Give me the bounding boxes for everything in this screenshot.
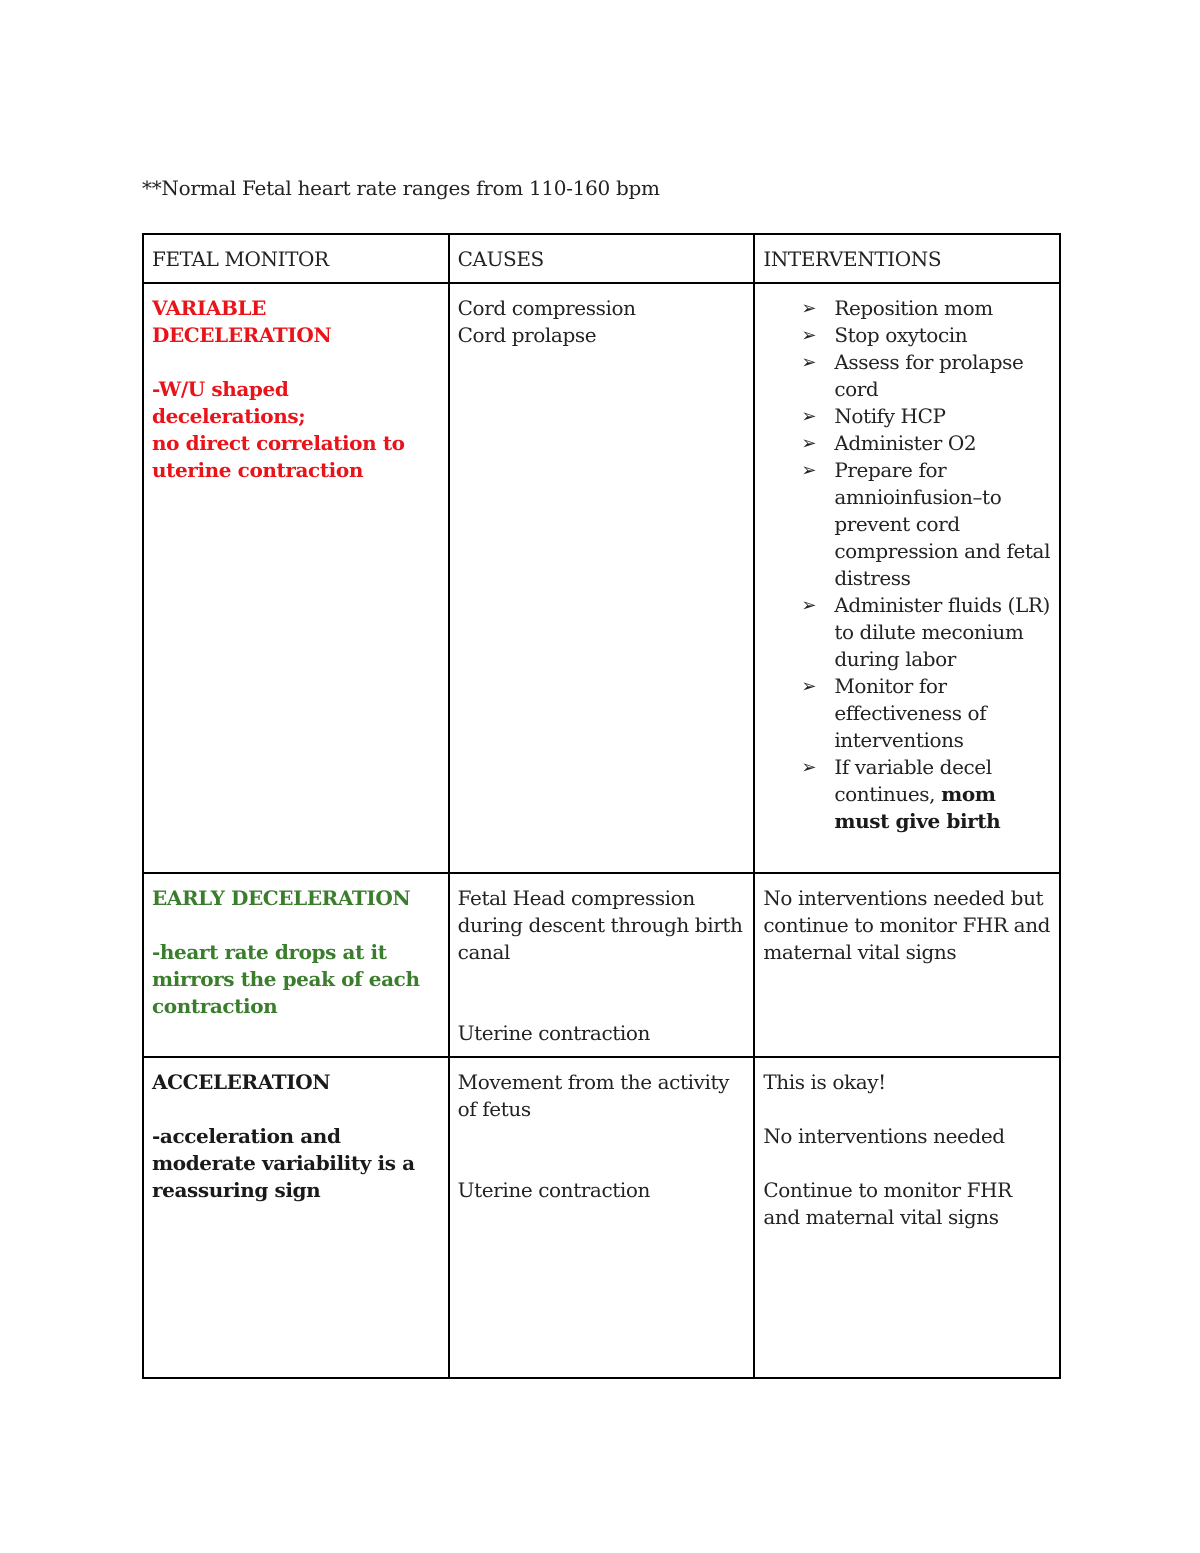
early-title: EARLY DECELERATION: [152, 886, 411, 910]
arrow-bullet-icon: ➢: [801, 433, 816, 454]
arrow-bullet-icon: ➢: [801, 757, 816, 778]
page-note: **Normal Fetal heart rate ranges from 110-160 bpm: [142, 176, 660, 200]
accel-desc: -acceleration and moderate variability is a reassuring sign: [152, 1124, 415, 1202]
table-row-acceleration: [143, 1057, 1060, 1378]
arrow-bullet-icon: ➢: [801, 352, 816, 373]
accel-causes-cell: [449, 1057, 755, 1378]
table-row-early-deceleration: [143, 873, 1060, 1057]
accel-cause: Uterine contraction: [457, 1178, 651, 1202]
table-row-variable-deceleration: [143, 283, 1060, 873]
early-causes-cell: [449, 873, 755, 1057]
list-item: ➢ Reposition mom: [801, 296, 993, 320]
list-item: ➢ Administer fluids (LR) to dilute meconium during labor: [801, 593, 1050, 671]
header-interventions: INTERVENTIONS: [754, 234, 1060, 283]
variable-cause: Cord prolapse: [457, 323, 597, 347]
arrow-bullet-icon: ➢: [801, 298, 816, 319]
variable-cause: Cord compression: [457, 296, 636, 320]
list-item: ➢ If variable decel continues, mom must give birth: [801, 755, 1001, 833]
list-item: ➢ Administer O2: [801, 431, 977, 455]
arrow-bullet-icon: ➢: [801, 406, 816, 427]
accel-title: ACCELERATION: [152, 1070, 331, 1094]
header-fetal-monitor: FETAL MONITOR: [143, 234, 449, 283]
accel-interventions-cell: [754, 1057, 1060, 1378]
accel-cause: Movement from the activity of fetus: [457, 1070, 730, 1121]
arrow-bullet-icon: ➢: [801, 460, 816, 481]
arrow-bullet-icon: ➢: [801, 676, 816, 697]
list-item: ➢ Monitor for effectiveness of interventions: [801, 674, 987, 752]
list-item: ➢ Notify HCP: [801, 404, 946, 428]
list-item: ➢ Stop oxytocin: [801, 323, 968, 347]
variable-title-line1: VARIABLE: [152, 296, 266, 320]
give-birth-emphasis: mom must give birth: [834, 782, 1001, 833]
variable-desc-line1: -W/U shaped decelerations;: [152, 377, 306, 428]
accel-intervention: No interventions needed: [763, 1124, 1005, 1148]
early-interventions-cell: [754, 873, 1060, 1057]
list-item: ➢ Assess for prolapse cord: [801, 350, 1024, 401]
accel-monitor-cell: [143, 1057, 449, 1378]
variable-title-line2: DECELERATION: [152, 323, 332, 347]
table-header-row: [143, 234, 1060, 283]
list-item: ➢ Prepare for amnioinfusion–to prevent cord compression and fetal distress: [801, 458, 1051, 590]
accel-intervention: Continue to monitor FHR and maternal vital signs: [763, 1178, 1012, 1229]
early-cause: Fetal Head compression during descent through birth canal: [457, 886, 743, 964]
early-desc: -heart rate drops at it mirrors the peak of each contraction: [152, 940, 420, 1018]
accel-intervention: This is okay!: [763, 1070, 886, 1094]
fetal-monitor-table: [142, 233, 1061, 1379]
variable-desc-line3: uterine contraction: [152, 458, 363, 482]
early-monitor-cell: [143, 873, 449, 1057]
variable-interventions-list: [763, 295, 1051, 835]
early-cause: Uterine contraction: [457, 1021, 651, 1045]
variable-desc-line2: no direct correlation to: [152, 431, 405, 455]
variable-causes-cell: [449, 283, 755, 873]
early-interventions: No interventions needed but continue to monitor FHR and maternal vital signs: [763, 886, 1051, 964]
header-causes: CAUSES: [449, 234, 755, 283]
variable-monitor-cell: [143, 283, 449, 873]
arrow-bullet-icon: ➢: [801, 325, 816, 346]
arrow-bullet-icon: ➢: [801, 595, 816, 616]
variable-interventions-cell: [754, 283, 1060, 873]
